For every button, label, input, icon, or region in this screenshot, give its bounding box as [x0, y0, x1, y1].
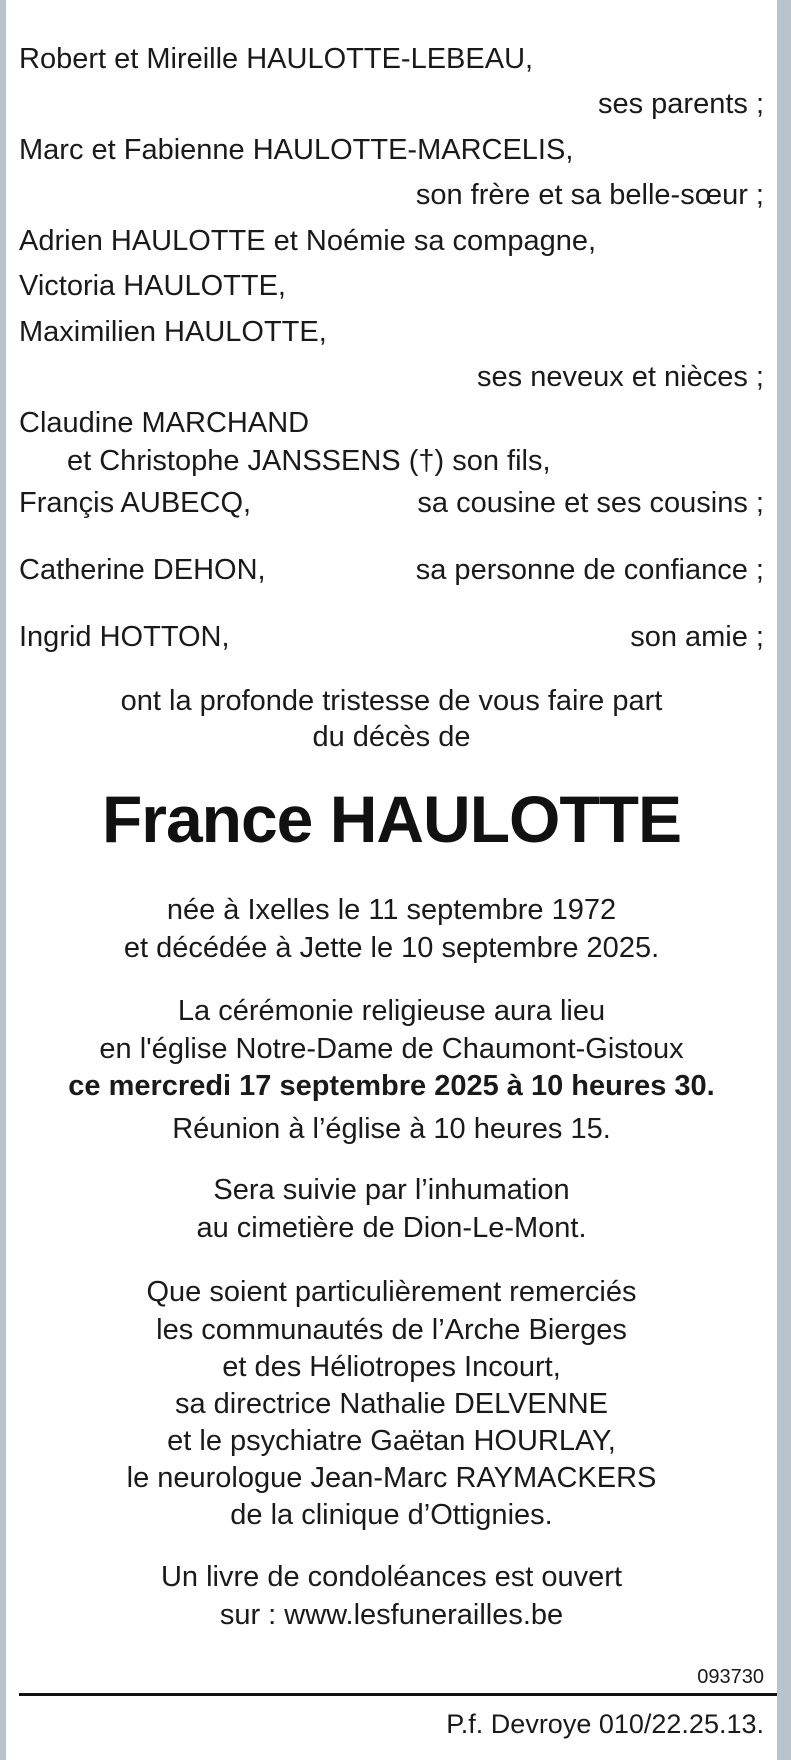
thanks-line-5: et le psychiatre Gaëtan HOURLAY,: [167, 1425, 616, 1457]
trustee-relation: sa personne de confiance ;: [415, 554, 764, 586]
ceremony-line-1: La cérémonie religieuse aura lieu: [177, 995, 606, 1027]
funeral-home: P.f. Devroye 010/22.25.13.: [446, 1709, 764, 1739]
ceremony-line-2: en l'église Notre-Dame de Chaumont-Gistoux: [99, 1033, 684, 1065]
announcement-line-1: ont la profonde tristesse de vous faire part: [120, 685, 663, 717]
thanks-line-7: de la clinique d’Ottignies.: [230, 1499, 553, 1531]
burial-line-1: Sera suivie par l’inhumation: [213, 1174, 570, 1206]
cousin-line-1: Claudine MARCHAND: [19, 407, 310, 439]
parents-names: Robert et Mireille HAULOTTE-LEBEAU,: [19, 43, 534, 75]
trustee-name: Catherine DEHON,: [19, 554, 266, 586]
right-border-bar: [777, 0, 791, 1760]
cousin-line-1b: et Christophe JANSSENS (†) son fils,: [67, 445, 551, 477]
condolences-line-1: Un livre de condoléances est ouvert: [160, 1561, 623, 1593]
nephew-line-2: Victoria HAULOTTE,: [19, 270, 286, 302]
nephew-line-3: Maximilien HAULOTTE,: [19, 316, 327, 348]
nephews-relation: ses neveux et nièces ;: [477, 361, 764, 393]
parents-relation: ses parents ;: [597, 88, 764, 120]
thanks-line-6: le neurologue Jean-Marc RAYMACKERS: [126, 1462, 657, 1494]
friend-relation: son amie ;: [630, 621, 764, 653]
cousins-relation: sa cousine et ses cousins ;: [417, 487, 764, 519]
friend-name: Ingrid HOTTON,: [19, 621, 230, 653]
sibling-relation: son frère et sa belle-sœur ;: [415, 179, 764, 211]
thanks-line-3: et des Héliotropes Incourt,: [222, 1351, 561, 1383]
nephew-line-1: Adrien HAULOTTE et Noémie sa compagne,: [19, 225, 597, 257]
thanks-line-1: Que soient particulièrement remerciés: [146, 1276, 637, 1308]
death-line: et décédée à Jette le 10 septembre 2025.: [123, 932, 660, 964]
thanks-line-4: sa directrice Nathalie DELVENNE: [174, 1388, 609, 1420]
cousin-line-2: Françis AUBECQ,: [19, 487, 252, 519]
reference-number: 093730: [697, 1666, 764, 1688]
announcement-line-2: du décès de: [312, 721, 471, 753]
birth-line: née à Ixelles le 11 septembre 1972: [166, 894, 617, 926]
sibling-names: Marc et Fabienne HAULOTTE-MARCELIS,: [19, 134, 574, 166]
thanks-line-2: les communautés de l’Arche Bierges: [156, 1314, 627, 1346]
burial-line-2: au cimetière de Dion-Le-Mont.: [196, 1212, 587, 1244]
footer-divider: [19, 1693, 777, 1696]
condolences-line-2: sur : www.lesfunerailles.be: [219, 1599, 564, 1631]
obituary-notice: [6, 0, 777, 1760]
ceremony-date: ce mercredi 17 septembre 2025 à 10 heures 30.: [68, 1070, 715, 1102]
deceased-name: France HAULOTTE: [101, 782, 682, 856]
meeting-line: Réunion à l’église à 10 heures 15.: [172, 1113, 611, 1145]
